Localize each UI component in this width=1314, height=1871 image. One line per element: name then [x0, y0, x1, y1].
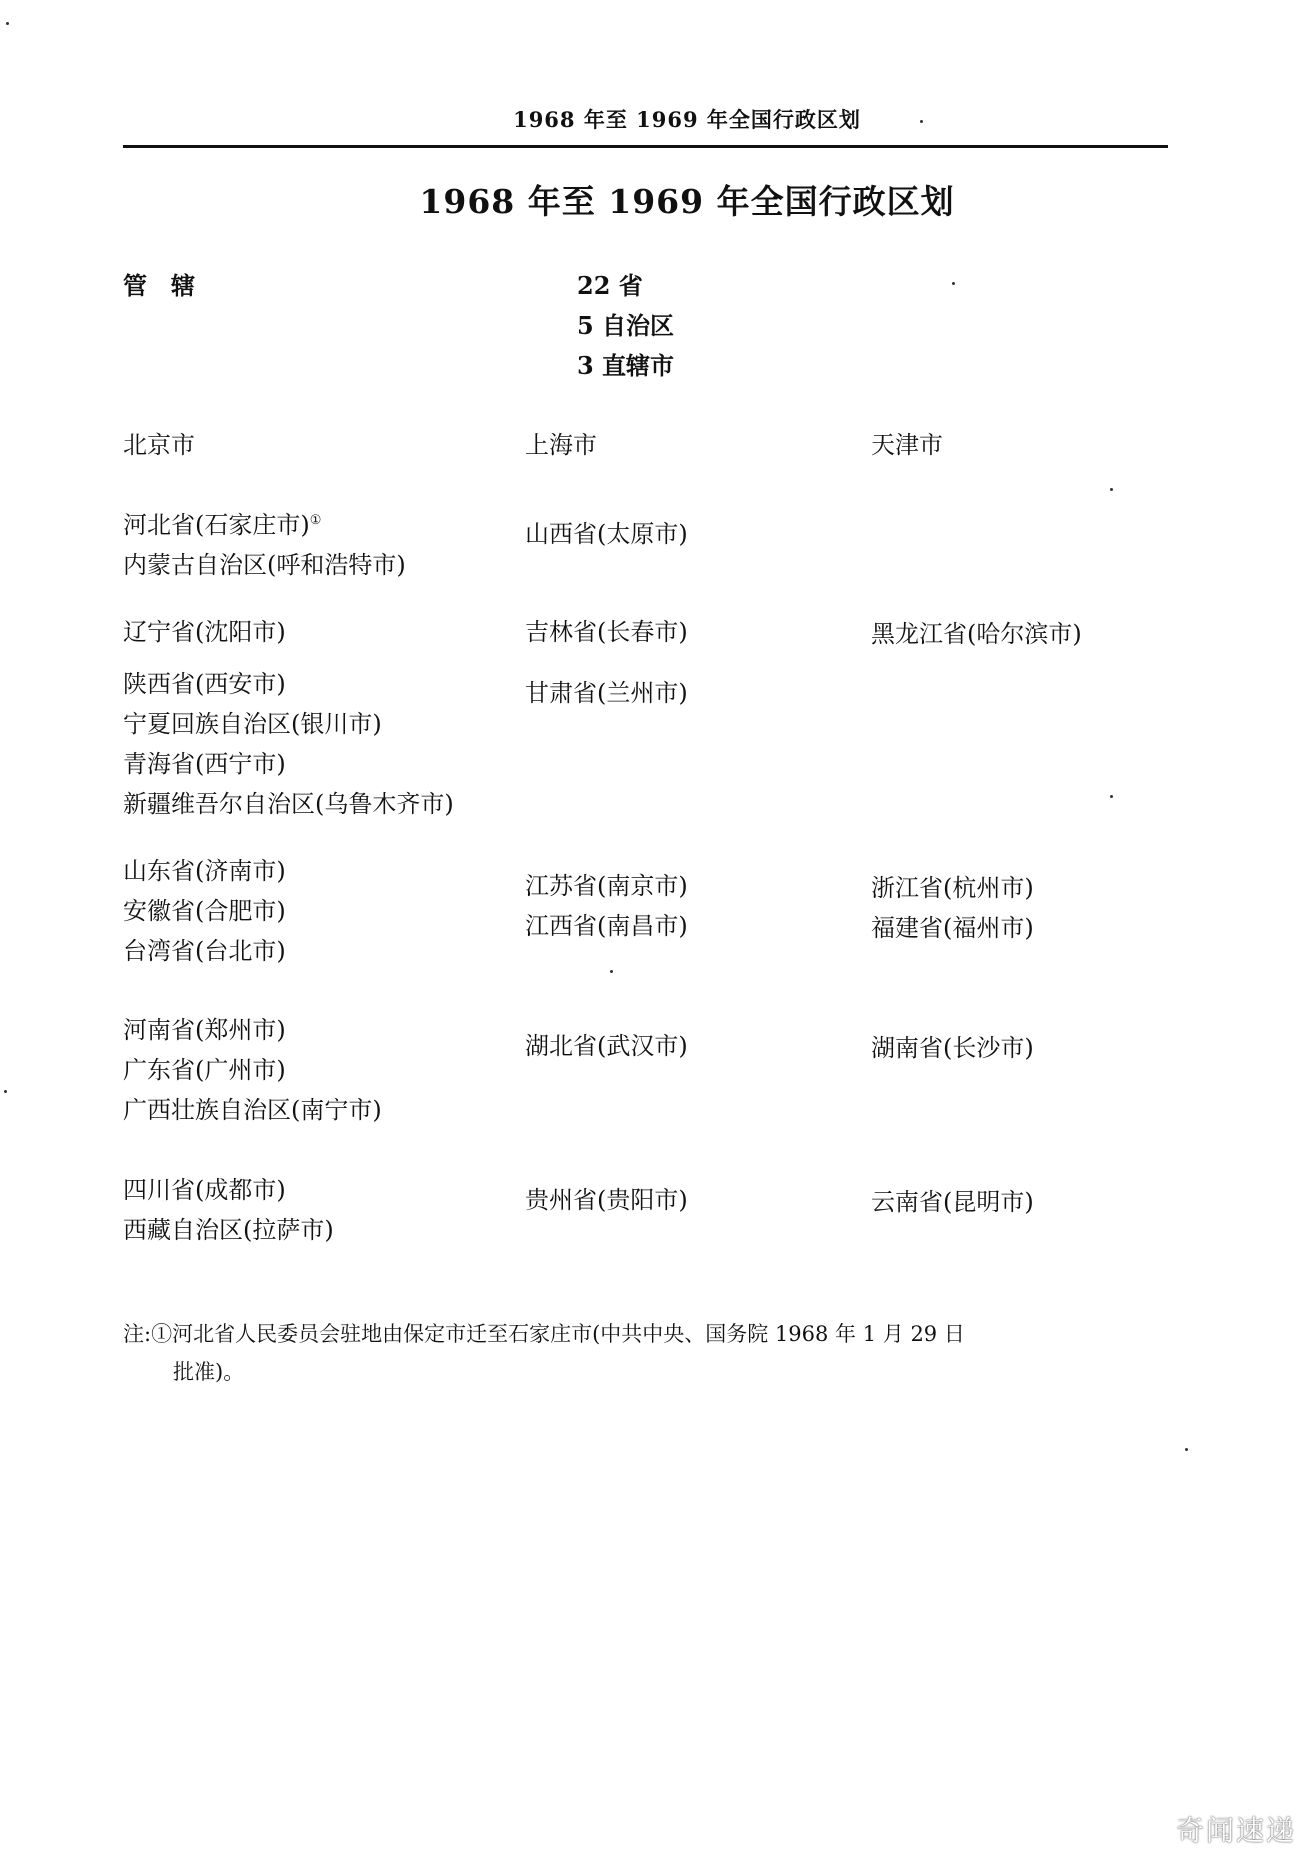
- region-entry: 浙江省(杭州市): [871, 874, 1034, 902]
- region-entry: 河南省(郑州市): [123, 1016, 286, 1044]
- region-entry: 新疆维吾尔自治区(乌鲁木齐市): [123, 790, 454, 818]
- region-entry: 江苏省(南京市): [525, 872, 688, 900]
- footnote-line-1: 注:①河北省人民委员会驻地由保定市迁至石家庄市(中共中央、国务院 1968 年 1 月 29 日: [123, 1322, 965, 1346]
- scan-speck: [920, 120, 923, 123]
- page-title: 1968 年至 1969 年全国行政区划: [419, 182, 955, 221]
- region-entry: 青海省(西宁市): [123, 750, 286, 778]
- region-entry: 安徽省(合肥市): [123, 897, 286, 925]
- watermark-logo: 奇闻速递: [1175, 1814, 1296, 1847]
- scan-speck: [610, 970, 613, 973]
- region-entry: 云南省(昆明市): [871, 1188, 1034, 1216]
- summary-autonomous-regions: 5 自治区: [577, 311, 675, 340]
- region-entry: 内蒙古自治区(呼和浩特市): [123, 551, 406, 579]
- footnote-marker: ①: [309, 513, 322, 528]
- region-entry: 黑龙江省(哈尔滨市): [871, 620, 1082, 648]
- summary-municipalities: 3 直辖市: [577, 351, 675, 380]
- footnote-line-2: 批准)。: [173, 1360, 245, 1384]
- scan-speck: [952, 282, 955, 285]
- region-entry: 河北省(石家庄市)①: [123, 511, 322, 539]
- region-entry: 广西壮族自治区(南宁市): [123, 1096, 382, 1124]
- scan-speck: [1110, 488, 1113, 491]
- municipality-tianjin: 天津市: [871, 431, 943, 459]
- region-entry: 福建省(福州市): [871, 914, 1034, 942]
- region-entry: 江西省(南昌市): [525, 912, 688, 940]
- region-entry: 甘肃省(兰州市): [525, 679, 688, 707]
- scan-speck: [1110, 795, 1113, 798]
- region-entry: 贵州省(贵阳市): [525, 1186, 688, 1214]
- region-entry: 西藏自治区(拉萨市): [123, 1216, 334, 1244]
- running-header: 1968 年至 1969 年全国行政区划: [513, 107, 861, 132]
- region-entry: 湖北省(武汉市): [525, 1032, 688, 1060]
- region-entry: 四川省(成都市): [123, 1176, 286, 1204]
- scan-speck: [4, 1090, 7, 1093]
- header-rule: [123, 145, 1168, 148]
- municipality-shanghai: 上海市: [525, 431, 597, 459]
- summary-provinces: 22 省: [577, 271, 643, 300]
- region-entry: 山东省(济南市): [123, 857, 286, 885]
- jurisdiction-label: 管 辖: [123, 271, 195, 300]
- region-entry: 宁夏回族自治区(银川市): [123, 710, 382, 738]
- region-entry: 吉林省(长春市): [525, 618, 688, 646]
- region-entry: 台湾省(台北市): [123, 937, 286, 965]
- municipality-beijing: 北京市: [123, 431, 195, 459]
- scan-speck: [6, 22, 9, 25]
- region-entry: 山西省(太原市): [525, 520, 688, 548]
- region-entry: 湖南省(长沙市): [871, 1034, 1034, 1062]
- region-entry: 辽宁省(沈阳市): [123, 618, 286, 646]
- region-entry: 广东省(广州市): [123, 1056, 286, 1084]
- scan-speck: [1185, 1448, 1188, 1451]
- region-entry: 陕西省(西安市): [123, 670, 286, 698]
